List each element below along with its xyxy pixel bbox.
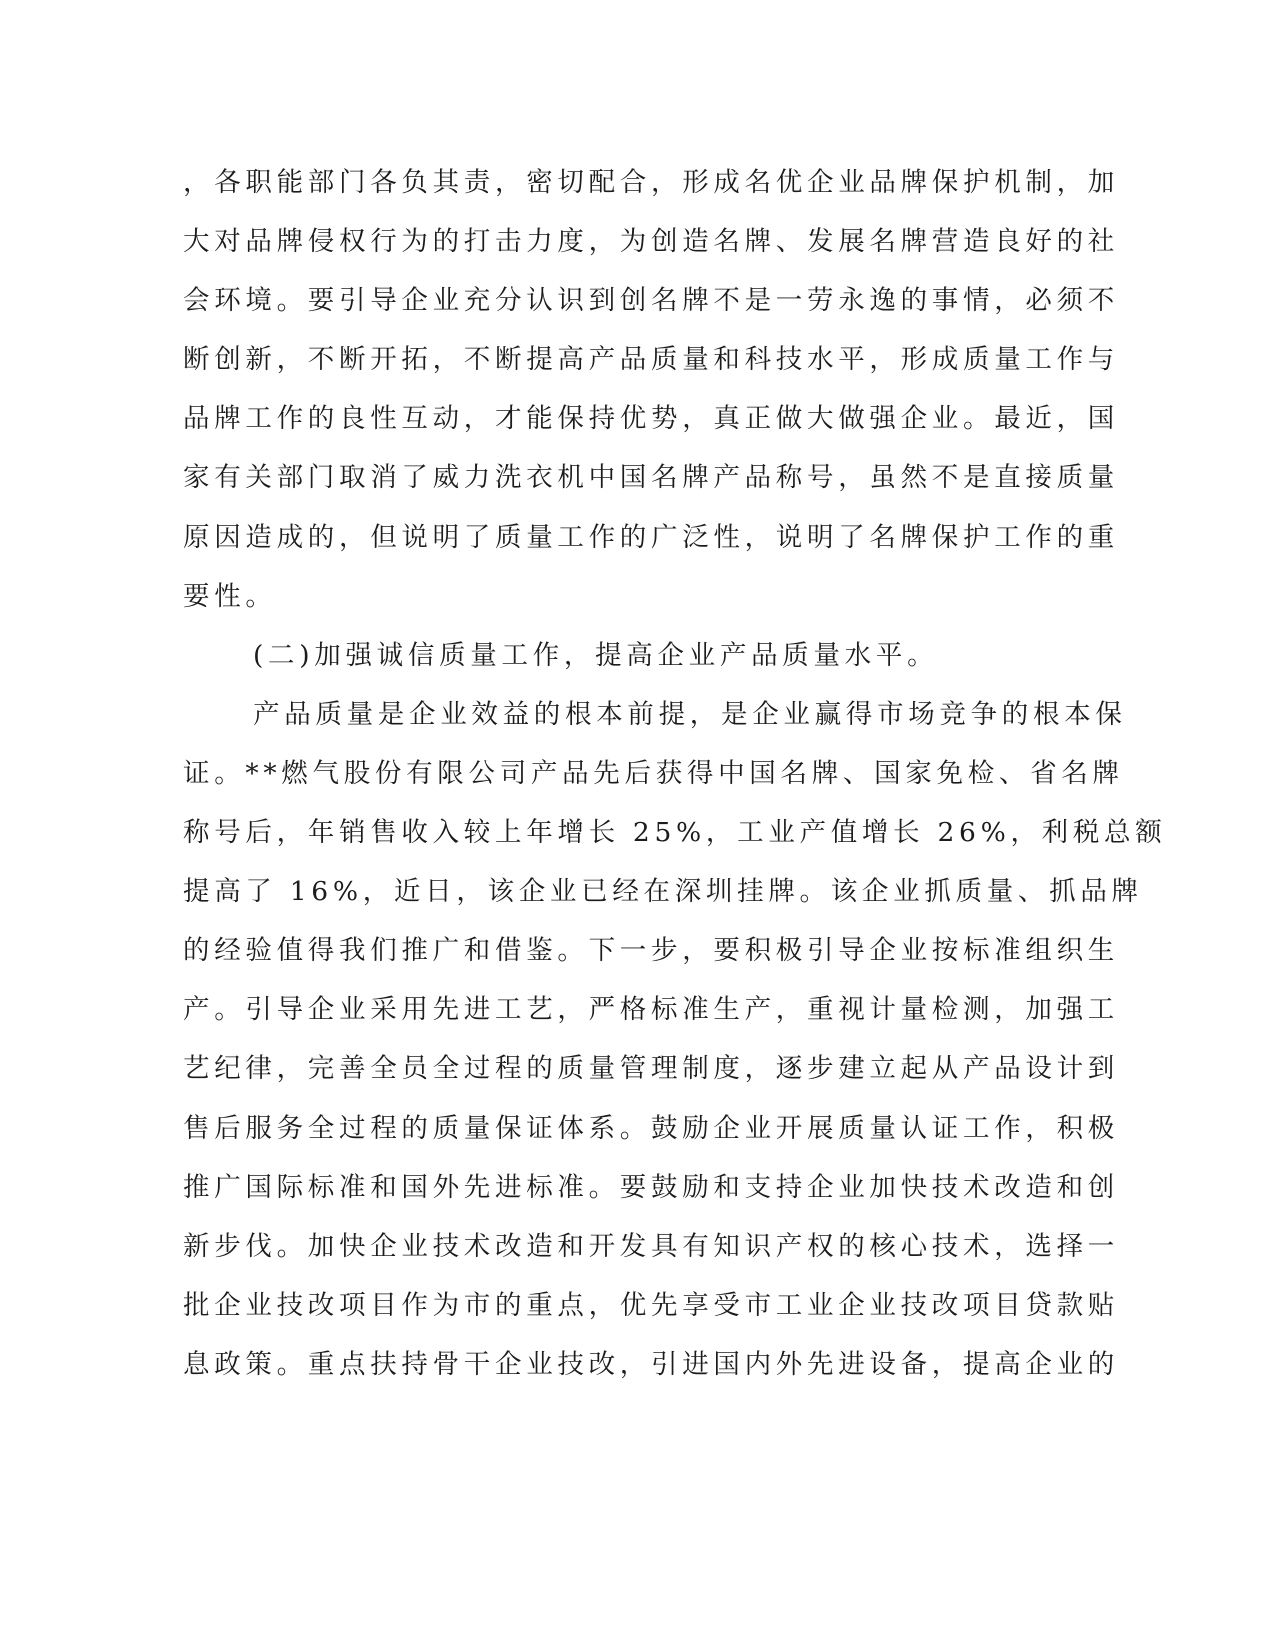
section-heading-text: (二)加强诚信质量工作，提高企业产品质量水平。 <box>253 639 939 671</box>
section-heading <box>183 633 1023 692</box>
text-line: 证。**燃气股份有限公司产品先后获得中国名牌、国家免检、省名牌 <box>183 757 1124 789</box>
text-line: 的经验值得我们推广和借鉴。下一步，要积极引导企业按标准组织生 <box>183 935 1119 967</box>
text-line: 要性。 <box>183 580 277 612</box>
text-line: 家有关部门取消了威力洗衣机中国名牌产品称号，虽然不是直接质量 <box>183 462 1119 494</box>
text-line: 产。引导企业采用先进工艺，严格标准生产，重视计量检测，加强工 <box>183 994 1119 1026</box>
text-line: 推广国际标准和国外先进标准。要鼓励和支持企业加快技术改造和创 <box>183 1171 1119 1203</box>
text-line: 断创新，不断开拓，不断提高产品质量和科技水平，形成质量工作与 <box>183 344 1119 376</box>
text-line: 提高了 16%，近日，该企业已经在深圳挂牌。该企业抓质量、抓品牌 <box>183 876 1143 908</box>
text-line: 会环境。要引导企业充分认识到创名牌不是一劳永逸的事情，必须不 <box>183 285 1119 317</box>
text-line: 原因造成的，但说明了质量工作的广泛性，说明了名牌保护工作的重 <box>183 521 1119 553</box>
text-line: ，各职能部门各负其责，密切配合，形成名优企业品牌保护机制，加 <box>183 167 1119 198</box>
text-line: 新步伐。加快企业技术改造和开发具有知识产权的核心技术，选择一 <box>183 1230 1119 1262</box>
document-page <box>183 160 1167 1401</box>
text-line: 售后服务全过程的质量保证体系。鼓励企业开展质量认证工作，积极 <box>183 1112 1119 1144</box>
text-line: 艺纪律，完善全员全过程的质量管理制度，逐步建立起从产品设计到 <box>183 1053 1119 1085</box>
text-line: 品牌工作的良性互动，才能保持优势，真正做大做强企业。最近，国 <box>183 403 1119 435</box>
text-line: 批企业技改项目作为市的重点，优先享受市工业企业技改项目贷款贴 <box>183 1289 1119 1321</box>
text-line: 称号后，年销售收入较上年增长 25%，工业产值增长 26%，利税总额 <box>183 817 1167 849</box>
text-line: 产品质量是企业效益的根本前提，是企业赢得市场竞争的根本保 <box>253 698 1127 730</box>
paragraph-brand-protection <box>183 160 1119 633</box>
text-line: 息政策。重点扶持骨干企业技改，引进国内外先进设备，提高企业的 <box>183 1348 1119 1380</box>
paragraph-product-quality <box>183 692 1167 1401</box>
text-line: 大对品牌侵权行为的打击力度，为创造名牌、发展名牌营造良好的社 <box>183 226 1119 258</box>
